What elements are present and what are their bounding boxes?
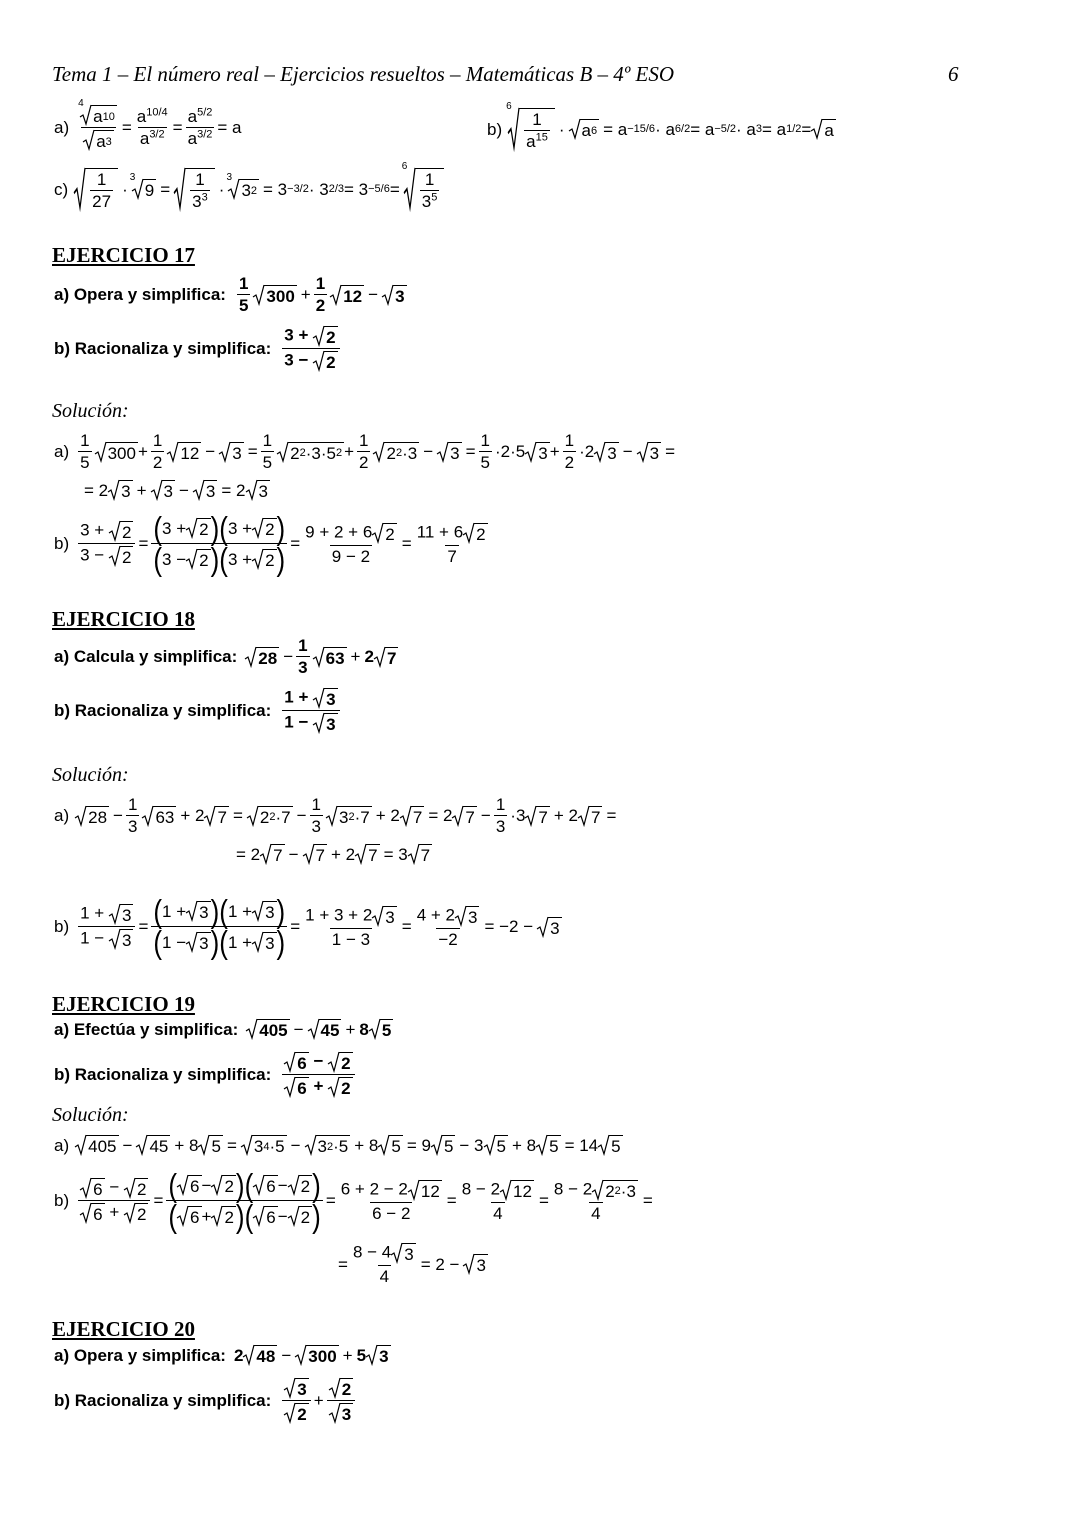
ex20-question-a: a) Opera y simplifica: 2 48 − 300 + 5 3 — [54, 1345, 389, 1366]
ex20-question-b: b) Racionaliza y simplifica: 3 2 + $\frac{2}{3}$ — [54, 1378, 358, 1423]
top-c-label: c) — [54, 179, 69, 199]
ex19-sa-label: a) — [54, 1135, 70, 1155]
ex17-solution-a-line2: = 2 3 + 3 − 3 = 2 3 — [84, 480, 268, 501]
ex18-qb-label: b) Racionaliza y simplifica: — [54, 701, 272, 720]
ex19-solution-b-line2: = 8 − 4 3 4 = 2 − 3 — [338, 1242, 486, 1286]
ex20-qa-label: a) Opera y simplifica: — [54, 1345, 226, 1365]
page-number: 6 — [948, 62, 959, 86]
ex18-sb-label: b) — [54, 917, 70, 936]
top-b-label: b) — [487, 119, 503, 139]
ex18-solution-b: b) 1 + 3 1 − 3 = ( 1 + 3 ) ( 1 + 3 ) ( 1 − 3 ) ( 1 + 3 ) = 1 + 3 + 2 3 1 − 3 = 4 + 2 3 −2 = −2 − 3 — [54, 892, 560, 961]
ex17-solution-a-line1: a) 1 5 300 + 1 2 12 − 3 = 1 5 2 2 ·3·5 2 + 1 2 2 2 ·3 − 3 = 1 5 ·2·5 3 + 1 2 ·2 3 − 3 = — [54, 431, 676, 472]
exercise-18-title: EJERCICIO 18 — [52, 607, 195, 631]
ex18-qa-label: a) Calcula y simplifica: — [54, 647, 238, 666]
ex18-solution-a-line2: = 2 7 − 7 + 2 7 = 3 7 — [236, 844, 431, 865]
ex19-solution-b-line1: b) 6 − 2 6 + 2 = ( 6 − 2 ) ( 6 − 2 ) ( 6 + 2 ) ( 6 − 2 ) = 6 + 2 − 2 12 6 − 2 = 8 − 2 12 4 = 8 − 2 2 2 ·3 4 = — [54, 1166, 653, 1235]
top-c-expression: c) 1 27 · 3 9 = 1 $3^3$ · 3 3 2 = 3 −3/2 · 3 2/3 = 3 −5/6 = 6 1 $3^5$ — [54, 168, 444, 210]
ex17-sb-label: b) — [54, 534, 70, 553]
ex17-question-b: b) Racionaliza y simplifica: 3 + 2 3 − 2 — [54, 326, 343, 371]
ex19-sb-label: b) — [54, 1191, 70, 1210]
exercise-19-title: EJERCICIO 19 — [52, 992, 195, 1016]
ex19-solution-label: Solución: — [52, 1104, 129, 1126]
ex18-sa-label: a) — [54, 806, 70, 825]
page-header-title: Tema 1 – El número real – Ejercicios resueltos – Matemáticas B – 4º ESO — [52, 62, 675, 86]
ex17-qb-label: b) Racionaliza y simplifica: — [54, 339, 272, 358]
exercise-20-title: EJERCICIO 20 — [52, 1317, 195, 1341]
top-a-label: a) — [54, 118, 70, 137]
ex20-qb-label: b) Racionaliza y simplifica: — [54, 1391, 272, 1410]
ex18-solution-label: Solución: — [52, 764, 129, 786]
top-b-expression: b) 6 1 $a^{15}$ · a 6 = a −15/6 · a 6/2 = a −5/2 · a 3 = a 1/2 = a — [487, 101, 834, 151]
exercise-17-title: EJERCICIO 17 — [52, 243, 195, 267]
ex17-solution-label: Solución: — [52, 400, 129, 422]
ex18-question-b: b) Racionaliza y simplifica: 1 + 3 1 − 3 — [54, 688, 343, 733]
ex19-question-a: a) Efectúa y simplifica: 405 − 45 + 8 5 — [54, 1019, 392, 1040]
ex17-question-a: a) Opera y simplifica: 1 5 300 + $\frac{1}{2}$ 12 − 3 — [54, 274, 405, 315]
ex17-sa-label: a) — [54, 442, 70, 461]
ex19-qa-label: a) Efectúa y simplifica: — [54, 1019, 239, 1039]
ex19-qb-label: b) Racionaliza y simplifica: — [54, 1065, 272, 1084]
top-a-expression: a) 4 a 10 a 3 = $a^{10/4}$ $a^{3/2}$ = $a^{5/2}$ $a^{3/2}$ = a — [54, 98, 242, 151]
ex18-solution-a-line1: a) 28 − 1 3 63 + 2 7 = 2 2 ·7 − 1 3 3 2 ·7 + 2 7 = 2 7 − 1 3 ·3 7 + 2 7 = — [54, 795, 617, 836]
ex19-question-b: b) Racionaliza y simplifica: 6 − 2 6 + 2 — [54, 1052, 358, 1097]
ex19-solution-a: a) 405 − 45 + 8 5 = 3 4 ·5 − 3 2 ·5 + 8 5 = 9 5 − 3 5 + 8 5 = 14 5 — [54, 1135, 621, 1156]
ex18-question-a: a) Calcula y simplifica: 28 − $\frac{1}{3}$ 63 + 2 7 — [54, 636, 397, 677]
ex17-qa-label: a) Opera y simplifica: — [54, 285, 226, 304]
ex17-solution-b: b) 3 + 2 3 − 2 = ( 3 + 2 ) ( 3 + 2 ) ( 3 − 2 ) ( 3 + 2 ) = 9 + 2 + 6 2 9 − 2 = 11 + 6 2 7 — [54, 509, 486, 578]
